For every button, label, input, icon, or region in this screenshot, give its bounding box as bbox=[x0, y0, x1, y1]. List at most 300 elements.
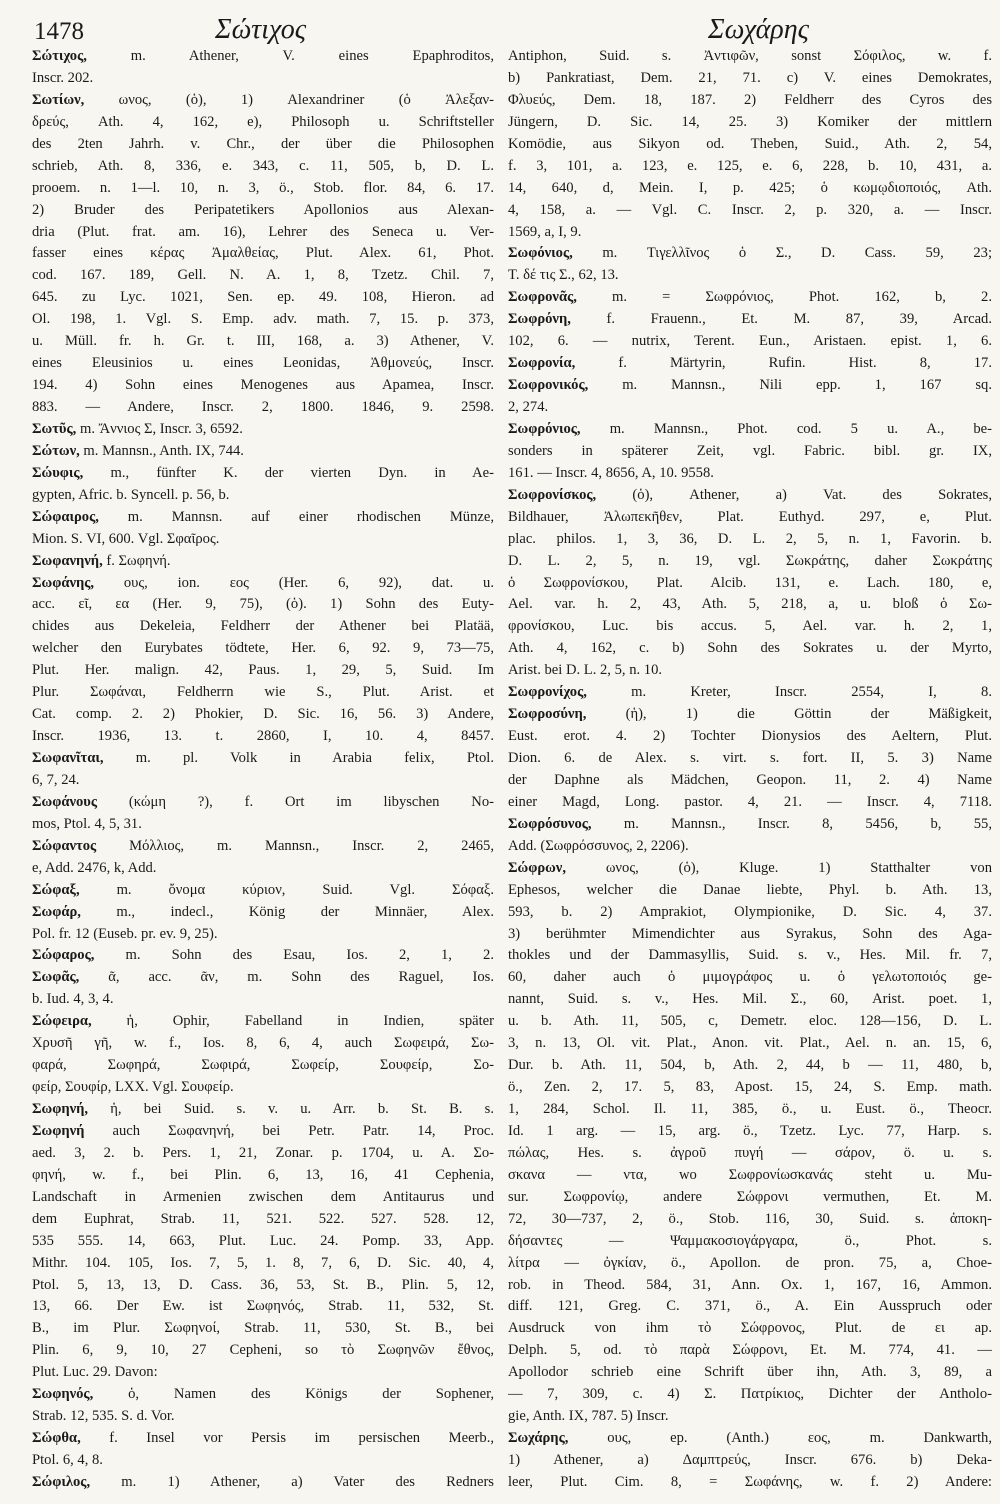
entry-line bbox=[508, 1165, 992, 1187]
entry-line bbox=[32, 726, 494, 748]
entry-text: Apollodor schrieb eine Schrift über ihn, Ath. 3, 89, a bbox=[508, 1364, 992, 1381]
entry-line bbox=[508, 1055, 992, 1077]
entry-text: 72, 30—737, 2, ö., Stob. 116, 30, Suid. s. ἀποκη- bbox=[508, 1210, 992, 1227]
entry-text: ους, ep. (Anth.) εος, m. Dankwarth, bbox=[568, 1430, 992, 1447]
entry-text: f. Σωφηνή. bbox=[102, 552, 171, 569]
entry-line bbox=[508, 397, 992, 419]
entry-text: 6, 7, 24. bbox=[32, 771, 80, 788]
entry-line bbox=[32, 1055, 494, 1077]
entry-text: 1, 284, Schol. Il. 11, 385, ö., u. Eust. ö., Theocr. bbox=[508, 1101, 992, 1117]
entry-line bbox=[32, 989, 494, 1011]
entry-text: Ephesos, welcher die Danae liebte, Phyl. b. Ath. 13, bbox=[508, 881, 992, 898]
entry-text: Jüngern, D. Sic. 14, 25. 3) Komiker der mittlern bbox=[508, 113, 992, 130]
entry-text: ö., Zen. 2, 17. 5, 83, Apost. 15, 24, S. Emp. math. bbox=[508, 1079, 992, 1096]
entry-line bbox=[32, 1165, 494, 1187]
headword: Σωφάνους bbox=[32, 793, 98, 810]
entry-line bbox=[32, 1231, 494, 1253]
headword: Σωφηνή bbox=[32, 1122, 85, 1139]
headword: Σωφρονικός, bbox=[508, 377, 589, 394]
entry-line bbox=[508, 1143, 992, 1165]
entry-line bbox=[32, 682, 494, 704]
entry-text: 645. zu Lyc. 1021, Sen. ep. 49. 108, Hieron. ad bbox=[32, 289, 494, 306]
headword: Σώφιλος, bbox=[32, 1473, 91, 1490]
entry-text: u. b. Ath. 11, 505, c, Demetr. eloc. 128—156, D. L. bbox=[508, 1013, 992, 1030]
entry-text: thokles und der Dammasyllis, Suid. s. v., Hes. Mil. fr. 7, bbox=[508, 947, 992, 964]
headword: Σωφρόσυνος, bbox=[508, 815, 592, 832]
entry-text: diff. 121, Greg. C. 371, ö., A. Ein Ausspruch oder bbox=[508, 1298, 992, 1315]
entry-line bbox=[508, 419, 992, 441]
entry-text: 593, b. 2) Amprakiot, Olympionike, D. Sic. 4, 37. bbox=[508, 903, 992, 920]
entry-text: sur. Σωφρονίῳ, andere Σώφρονι vermuthen, Et. M. bbox=[508, 1188, 992, 1205]
entry-line bbox=[32, 46, 494, 68]
entry-text: schrieb, Ath. 8, 336, e. 343, c. 11, 505, b, D. L. bbox=[32, 157, 494, 174]
entry-text: ἡ, Ophir, Fabelland in Indien, später bbox=[91, 1013, 494, 1030]
entry-line bbox=[508, 551, 992, 573]
entry-text: δήσαντες — Ψαμμακοσιογάργαρα, ö., Phot. s. bbox=[508, 1232, 992, 1249]
entry-line bbox=[32, 1428, 494, 1450]
entry-text: 535 555. 14, 663, Plut. Luc. 24. Pomp. 33, App. bbox=[32, 1232, 494, 1249]
headword: Σωφᾶς, bbox=[32, 969, 80, 986]
entry-text: 14, 640, d, Mein. I, p. 425; ὁ κωμῳδιοποιός, Ath. bbox=[508, 179, 992, 196]
entry-line bbox=[32, 353, 494, 375]
entry-text: Strab. 12, 535. S. d. Vor. bbox=[32, 1408, 175, 1425]
entry-text: Inscr. 202. bbox=[32, 69, 94, 86]
entry-line bbox=[32, 529, 494, 551]
entry-text: ἡ, bei Suid. s. v. u. Arr. b. St. B. s. bbox=[88, 1101, 494, 1117]
entry-text: m., fünfter K. der vierten Dyn. in Ae- bbox=[83, 464, 494, 481]
entry-line bbox=[32, 704, 494, 726]
entry-line bbox=[32, 880, 494, 902]
entry-text: Μόλλιος, m. Mannsn., Inscr. 2, 2465, bbox=[96, 837, 494, 854]
entry-text: m. Mannsn., Inscr. 8, 5456, b, 55, bbox=[591, 815, 992, 832]
entry-text: dem Euphrat, Strab. 11, 521. 522. 527. 528. 12, bbox=[32, 1210, 494, 1227]
entry-line bbox=[32, 594, 494, 616]
entry-text: chides aus Dekeleia, Feldherr der Athener bei Platää, bbox=[32, 618, 494, 635]
entry-text: Landschaft in Armenien zwischen dem Antitaurus und bbox=[32, 1188, 494, 1205]
entry-text: einer Magd, Long. pastor. 4, 21. — Inscr. 4, 7118. bbox=[508, 793, 992, 810]
entry-line bbox=[32, 1253, 494, 1275]
entry-text: Ael. var. h. 2, 43, Ath. 5, 218, a, u. bloß ὁ Σω- bbox=[508, 596, 992, 613]
entry-text: Mion. S. VI, 600. Vgl. Σφαῖρος. bbox=[32, 530, 220, 547]
headword: Σώτιχος, bbox=[32, 48, 87, 64]
entry-line bbox=[508, 1472, 992, 1494]
entry-line bbox=[32, 463, 494, 485]
entry-line bbox=[508, 112, 992, 134]
entry-line bbox=[508, 836, 992, 858]
entry-line bbox=[32, 1033, 494, 1055]
entry-line bbox=[32, 1099, 494, 1121]
entry-line bbox=[508, 573, 992, 595]
entry-line bbox=[508, 945, 992, 967]
entry-line bbox=[508, 594, 992, 616]
entry-line bbox=[32, 1362, 494, 1384]
entry-text: mos, Ptol. 4, 5, 31. bbox=[32, 815, 142, 832]
headword: Σωφανηνή, bbox=[32, 552, 103, 569]
entry-line bbox=[32, 1472, 494, 1494]
entry-text: Φλυεύς, Dem. 18, 187. 2) Feldherr des Cyros des bbox=[508, 91, 992, 108]
entry-line bbox=[508, 485, 992, 507]
entry-line bbox=[32, 660, 494, 682]
entry-text: ωνος, (ὁ), Kluge. 1) Statthalter von bbox=[565, 859, 992, 876]
entry-line bbox=[508, 858, 992, 880]
headword: Σώφειρα, bbox=[32, 1013, 92, 1030]
entry-line bbox=[508, 463, 992, 485]
entry-line bbox=[508, 46, 992, 68]
headword: Σωφρονίσκος, bbox=[508, 486, 597, 503]
entry-text: m. Mannsn., Nili epp. 1, 167 sq. bbox=[588, 377, 992, 394]
entry-text: Plut. Luc. 29. Davon: bbox=[32, 1364, 158, 1381]
entry-line bbox=[32, 178, 494, 200]
entry-text: f. 3, 101, a. 123, e. 125, e. 6, 228, b. 10, 431, a. bbox=[508, 157, 992, 174]
entry-text: Komödie, aus Sikyon od. Theben, Suid., Ath. 2, 54, bbox=[508, 135, 992, 152]
entry-line bbox=[32, 1121, 494, 1143]
entry-text: 13, 66. Der Ew. ist Σωφηνός, Strab. 11, 532, St. bbox=[32, 1298, 494, 1315]
entry-text: Arist. bei D. L. 2, 5, n. 10. bbox=[508, 662, 663, 679]
entry-line bbox=[508, 1231, 992, 1253]
entry-line bbox=[508, 989, 992, 1011]
entry-line bbox=[508, 726, 992, 748]
entry-line bbox=[32, 1318, 494, 1340]
entry-text: der Daphne als Mädchen, Geopon. 11, 2. 4) Name bbox=[508, 771, 992, 788]
headword: Σωφάρ, bbox=[32, 903, 81, 920]
entry-text: φηνή, w. f., bei Plin. 6, 13, 16, 41 Cephenia, bbox=[32, 1166, 494, 1183]
entry-line bbox=[508, 1187, 992, 1209]
entry-line bbox=[508, 287, 992, 309]
entry-text: φαρά, Σωφηρά, Σωφιρά, Σωφείρ, Σουφείρ, Σο- bbox=[32, 1057, 494, 1074]
entry-line bbox=[32, 485, 494, 507]
entry-line bbox=[508, 1209, 992, 1231]
entry-line bbox=[32, 924, 494, 946]
entry-line bbox=[508, 1362, 992, 1384]
entry-line bbox=[508, 68, 992, 90]
headword: Σωφρονία, bbox=[508, 355, 576, 372]
entry-line bbox=[32, 441, 494, 463]
entry-line bbox=[508, 660, 992, 682]
headword: Σωφανῖται, bbox=[32, 750, 104, 766]
entry-text: m. Τιγελλῖνος ὁ Σ., D. Cass. 59, 23; bbox=[572, 245, 992, 262]
page-number: 1478 bbox=[34, 18, 84, 45]
entry-line bbox=[508, 1296, 992, 1318]
entry-line bbox=[508, 156, 992, 178]
entry-line bbox=[32, 112, 494, 134]
entry-line bbox=[32, 134, 494, 156]
entry-line bbox=[32, 1077, 494, 1099]
entry-line bbox=[32, 1209, 494, 1231]
entry-text: u. Müll. fr. h. Gr. t. III, 168, a. 3) Athener, V. bbox=[32, 333, 494, 350]
headword: Σωφηνός, bbox=[32, 1386, 94, 1403]
entry-text: 3, n. 13, Ol. vit. Plat., Anon. vit. Plat., Ael. n. an. 15, 6, bbox=[508, 1035, 992, 1052]
entry-line bbox=[32, 375, 494, 397]
entry-text: Antiphon, Suid. s. Ἀντιφῶν, sonst Σόφιλος, w. f. bbox=[508, 48, 992, 64]
entry-line bbox=[32, 507, 494, 529]
entry-line bbox=[508, 1033, 992, 1055]
entry-text: m. 1) Athener, a) Vater des Redners bbox=[90, 1473, 494, 1490]
headword: Σωτῦς, bbox=[32, 420, 77, 437]
entry-line bbox=[508, 265, 992, 287]
entry-line bbox=[32, 1384, 494, 1406]
entry-text: f. Märtyrin, Rufin. Hist. 8, 17. bbox=[575, 355, 992, 372]
entry-line bbox=[508, 178, 992, 200]
entry-text: m. = Σωφρόνιος, Phot. 162, b, 2. bbox=[576, 289, 992, 306]
entry-line bbox=[32, 1275, 494, 1297]
entry-text: Id. 1 arg. — 15, arg. ö., Tzetz. Lyc. 77, Harp. s. bbox=[508, 1122, 992, 1139]
entry-text: gie, Anth. IX, 787. 5) Inscr. bbox=[508, 1408, 669, 1425]
headword: Σωφόνιος, bbox=[508, 245, 573, 262]
entry-text: Bildhauer, Ἀλωπεκῆθεν, Plat. Euthyd. 297, e, Plut. bbox=[508, 508, 992, 525]
entry-text: 161. — Inscr. 4, 8656, A, 10. 9558. bbox=[508, 464, 714, 481]
right-guide-word: Σωχάρης bbox=[708, 14, 809, 45]
entry-line bbox=[508, 90, 992, 112]
entry-line bbox=[508, 441, 992, 463]
entry-text: sonders in späterer Zeit, vgl. Fabric. bibl. gr. IX, bbox=[508, 442, 992, 459]
entry-text: Ol. 198, 1. Vgl. S. Emp. adv. math. 7, 15. p. 373, bbox=[32, 311, 494, 328]
entry-line bbox=[32, 945, 494, 967]
entry-text: B., im Plur. Σωφηνοί, Strab. 11, 530, St. B., bei bbox=[32, 1320, 494, 1337]
entry-line bbox=[32, 1187, 494, 1209]
entry-text: Χρυσῆ γῆ, w. f., Ios. 8, 6, 4, auch Σωφειρά, Σω- bbox=[32, 1035, 494, 1052]
entry-text: f. Frauenn., Et. M. 87, 39, Arcad. bbox=[570, 311, 992, 328]
headword: Σωχάρης, bbox=[508, 1430, 569, 1447]
entry-text: Eust. erot. 4. 2) Tochter Dionysios des Aeltern, Plut. bbox=[508, 728, 992, 745]
entry-text: ους, ion. εος (Her. 6, 92), dat. u. bbox=[94, 574, 494, 591]
entry-line bbox=[508, 792, 992, 814]
entry-text: ᾶ, acc. ᾶν, m. Sohn des Raguel, Ios. bbox=[79, 969, 494, 986]
entry-line bbox=[508, 507, 992, 529]
entry-text: b) Pankratiast, Dem. 21, 71. c) V. eines Demokrates, bbox=[508, 69, 992, 86]
left-column bbox=[32, 46, 494, 1494]
entry-text: m. Mannsn., Anth. IX, 744. bbox=[79, 442, 244, 459]
entry-text: 1569, a, I, 9. bbox=[508, 223, 582, 240]
left-guide-word: Σώτιχος bbox=[215, 14, 307, 45]
headword: Σώφρων, bbox=[508, 859, 566, 876]
entry-text: Ptol. 5, 13, 13, D. Cass. 36, 53, St. B., Plin. 5, 12, bbox=[32, 1276, 494, 1293]
entry-text: Plut. Her. malign. 42, Paus. 1, 29, 5, Suid. Im bbox=[32, 662, 494, 679]
entry-line bbox=[508, 309, 992, 331]
entry-line bbox=[508, 1318, 992, 1340]
entry-line bbox=[508, 134, 992, 156]
entry-line bbox=[32, 397, 494, 419]
entry-text: 883. — Andere, Inscr. 2, 1800. 1846, 9. 2598. bbox=[32, 399, 494, 415]
entry-text: welcher den Eurybates tödtete, Her. 6, 92. 9, 73—75, bbox=[32, 640, 494, 657]
entry-line bbox=[508, 1406, 992, 1428]
entry-text: b. Iud. 4, 3, 4. bbox=[32, 991, 114, 1008]
entry-line bbox=[508, 200, 992, 222]
entry-line bbox=[508, 638, 992, 660]
headword: Σώφαξ, bbox=[32, 881, 80, 898]
entry-text: Add. (Σωφρόσσυνος, 2, 2206). bbox=[508, 837, 689, 854]
headword: Σώυφις, bbox=[32, 464, 84, 481]
entry-text: 60, daher auch ὁ μιμογράφος u. ὁ γελωτοποιός ge- bbox=[508, 969, 992, 986]
entry-line bbox=[508, 1428, 992, 1450]
entry-line bbox=[508, 1011, 992, 1033]
entry-line bbox=[32, 68, 494, 90]
entry-text: fasser eines κέρας Ἀμαλθείας, Plut. Alex. 61, Phot. bbox=[32, 245, 494, 262]
entry-text: (ἡ), 1) die Göttin der Mäßigkeit, bbox=[586, 706, 992, 723]
entry-line bbox=[508, 902, 992, 924]
headword: Σωφρονᾶς, bbox=[508, 289, 577, 306]
entry-line bbox=[508, 1340, 992, 1362]
entry-line bbox=[32, 222, 494, 244]
entry-line bbox=[32, 814, 494, 836]
entry-text: 102, 6. — nutrix, Terent. Eun., Aristaen. epist. 1, 6. bbox=[508, 333, 992, 350]
headword: Σώφαντος bbox=[32, 837, 97, 854]
entry-line bbox=[32, 967, 494, 989]
entry-text: 1) Athener, a) Δαμπτρεύς, Inscr. 676. b) Deka- bbox=[508, 1452, 992, 1468]
entry-line bbox=[32, 1340, 494, 1362]
headword: Σωφρόνιος, bbox=[508, 420, 581, 437]
entry-line bbox=[508, 1450, 992, 1472]
entry-text: 2) Bruder des Peripatetikers Apollonios aus Alexan- bbox=[32, 201, 494, 218]
entry-line bbox=[32, 331, 494, 353]
headword: Σωφηνή, bbox=[32, 1101, 89, 1117]
entry-text: δρεύς, Ath. 4, 162, e), Philosoph u. Schriftsteller bbox=[32, 113, 494, 130]
entry-text: cod. 167. 189, Gell. N. A. 1, 8, Tzetz. Chil. 7, bbox=[32, 267, 494, 284]
entry-line bbox=[32, 858, 494, 880]
entry-text: m. ὄνομα κύριον, Suid. Vgl. Σόφαξ. bbox=[79, 881, 494, 898]
headword: Σωτίων, bbox=[32, 91, 85, 108]
headword: Σωφρόνη, bbox=[508, 311, 571, 328]
entry-text: ὁ Σωφρονίσκου, Plat. Alcib. 131, e. Lach. 180, e, bbox=[508, 574, 992, 591]
entry-text: Ausdruck von ihm τὸ Σώφρονος, Plut. de ει ap. bbox=[508, 1320, 992, 1337]
headword: Σώφαρος, bbox=[32, 947, 95, 964]
entry-text: σκανα — ντα, wo Σωφρονίωσκανάς steht u. Mu- bbox=[508, 1166, 992, 1183]
entry-text: m. Ἄννιος Σ, Inscr. 3, 6592. bbox=[76, 420, 243, 437]
entry-text: eines Eleusinios u. eines Leonidas, Ἀθμονεύς, Inscr. bbox=[32, 355, 494, 372]
entry-text: Dur. b. Ath. 11, 504, b, Ath. 2, 44, b — 11, 480, b, bbox=[508, 1057, 992, 1074]
entry-text: Pol. fr. 12 (Euseb. pr. ev. 9, 25). bbox=[32, 925, 218, 942]
entry-line bbox=[32, 902, 494, 924]
entry-line bbox=[32, 638, 494, 660]
entry-text: 4, 158, a. — Vgl. C. Inscr. 2, p. 320, a. — Inscr. bbox=[508, 201, 992, 218]
entry-line bbox=[508, 748, 992, 770]
entry-line bbox=[32, 616, 494, 638]
entry-text: λίτρα — ὀγκίαν, ö., Apollon. de pron. 75, a, Choe- bbox=[508, 1254, 992, 1271]
entry-text: Ptol. 6, 4, 8. bbox=[32, 1452, 103, 1468]
entry-text: 194. 4) Sohn eines Menogenes aus Apamea, Inscr. bbox=[32, 377, 494, 394]
entry-line bbox=[32, 1450, 494, 1472]
entry-line bbox=[32, 309, 494, 331]
headword: Σώτων, bbox=[32, 442, 80, 459]
entry-text: φείρ, Σουφίρ, LXX. Vgl. Σουφείρ. bbox=[32, 1079, 234, 1096]
entry-line bbox=[32, 1143, 494, 1165]
entry-line bbox=[508, 682, 992, 704]
entry-line bbox=[508, 770, 992, 792]
entry-line bbox=[32, 551, 494, 573]
entry-line bbox=[508, 331, 992, 353]
entry-line bbox=[32, 1406, 494, 1428]
entry-text: Plin. 6, 9, 10, 27 Cepheni, so τὸ Σωφηνῶν ἔθνος, bbox=[32, 1342, 494, 1359]
entry-text: Ath. 4, 162, c. b) Sohn des Sokrates u. der Myrto, bbox=[508, 640, 992, 657]
entry-line bbox=[32, 792, 494, 814]
entry-text: Plur. Σωφάναι, Feldherrn wie S., Plut. Arist. et bbox=[32, 684, 494, 701]
entry-text: Inscr. 1936, 13. t. 2860, I, 10. 4, 8457. bbox=[32, 728, 494, 745]
entry-line bbox=[508, 243, 992, 265]
entry-text: Delph. 5, od. τὸ παρὰ Σώφρονι, Et. M. 774, 41. — bbox=[508, 1342, 992, 1359]
entry-text: (ὁ), Athener, a) Vat. des Sokrates, bbox=[596, 486, 992, 503]
page-header bbox=[0, 14, 1000, 50]
entry-text: des 2ten Jahrh. v. Chr., der über die Philosophen bbox=[32, 135, 494, 152]
entry-text: e, Add. 2476, k, Add. bbox=[32, 859, 157, 876]
headword: Σωφάνης, bbox=[32, 574, 95, 591]
entry-line bbox=[32, 1011, 494, 1033]
entry-text: nannt, Suid. s. v., Hes. Mil. Σ., 60, Arist. poet. 1, bbox=[508, 991, 992, 1008]
entry-line bbox=[508, 222, 992, 244]
entry-text: πώλας, Hes. s. ἀγροῦ πυγή — σάρον, ö. u. s. bbox=[508, 1144, 992, 1161]
entry-line bbox=[508, 616, 992, 638]
entry-text: m. Mannsn. auf einer rhodischen Münze, bbox=[98, 508, 494, 525]
entry-line bbox=[508, 375, 992, 397]
entry-line bbox=[508, 1253, 992, 1275]
entry-text: Dion. 6. de Alex. s. virt. s. fort. II, 5. 3) Name bbox=[508, 750, 992, 766]
entry-text: — 7, 309, c. 4) Σ. Πατρίκιος, Dichter der Antholo- bbox=[508, 1386, 992, 1403]
entry-line bbox=[32, 287, 494, 309]
entry-text: (κώμη ?), f. Ort im libyschen No- bbox=[97, 793, 494, 810]
entry-line bbox=[32, 90, 494, 112]
entry-text: acc. εῖ, εα (Her. 9, 75), (ὁ). 1) Sohn des Euty- bbox=[32, 596, 494, 613]
entry-line bbox=[508, 814, 992, 836]
entry-text: prooem. n. 1—l. 10, n. 3, ö., Stob. flor. 84, 6. 17. bbox=[32, 179, 494, 196]
entry-text: ωνος, (ὁ), 1) Alexandriner (ὁ Ἀλεξαν- bbox=[84, 91, 494, 108]
entry-text: dria (Plut. frat. am. 16), Lehrer des Seneca u. Ver- bbox=[32, 223, 494, 240]
entry-text: gypten, Afric. b. Syncell. p. 56, b. bbox=[32, 486, 230, 503]
entry-line bbox=[508, 529, 992, 551]
entry-text: T. δέ τις Σ., 62, 13. bbox=[508, 267, 619, 284]
entry-line bbox=[508, 924, 992, 946]
entry-line bbox=[32, 243, 494, 265]
entry-text: m., indecl., König der Minnäer, Alex. bbox=[80, 903, 494, 920]
entry-line bbox=[32, 419, 494, 441]
entry-line bbox=[32, 1296, 494, 1318]
entry-line bbox=[32, 573, 494, 595]
entry-line bbox=[32, 770, 494, 792]
entry-text: aed. 3, 2. b. Pers. 1, 21, Zonar. p. 1704, u. A. Σο- bbox=[32, 1144, 494, 1161]
entry-text: 3) berühmter Mimendichter aus Syrakus, Sohn des Aga- bbox=[508, 925, 992, 942]
entry-text: ὁ, Namen des Königs der Sophener, bbox=[93, 1386, 494, 1403]
entry-line bbox=[32, 748, 494, 770]
headword: Σώφθα, bbox=[32, 1430, 81, 1447]
entry-line bbox=[508, 1099, 992, 1121]
entry-line bbox=[508, 704, 992, 726]
entry-line bbox=[508, 1384, 992, 1406]
entry-text: 2, 274. bbox=[508, 399, 549, 415]
entry-text: m. Sohn des Esau, Ios. 2, 1, 2. bbox=[94, 947, 494, 964]
entry-text: m. Kreter, Inscr. 2554, I, 8. bbox=[586, 684, 992, 701]
entry-line bbox=[508, 967, 992, 989]
entry-line bbox=[32, 265, 494, 287]
headword: Σωφροσύνη, bbox=[508, 706, 587, 723]
entry-line bbox=[508, 1121, 992, 1143]
entry-line bbox=[508, 880, 992, 902]
headword: Σωφρονίχος, bbox=[508, 684, 587, 701]
right-column bbox=[508, 46, 992, 1494]
entry-line bbox=[32, 156, 494, 178]
entry-text: Mithr. 104. 105, Ios. 7, 5, 1. 8, 7, 6, D. Sic. 40, 4, bbox=[32, 1254, 494, 1271]
entry-line bbox=[508, 1275, 992, 1297]
entry-text: Cat. comp. 2. 2) Phokier, D. Sic. 16, 56. 3) Andere, bbox=[32, 706, 494, 723]
headword: Σώφαιρος, bbox=[32, 508, 99, 525]
entry-text: φρονίσκου, Luc. bis accus. 5, Ael. var. h. 2, 1, bbox=[508, 618, 992, 635]
entry-text: f. Insel vor Persis im persischen Meerb., bbox=[80, 1430, 494, 1447]
entry-text: plac. philos. 1, 3, 36, D. L. 2, 5, n. 1, Favorin. b. bbox=[508, 530, 992, 547]
entry-text: m. pl. Volk in Arabia felix, Ptol. bbox=[103, 750, 494, 766]
entry-line bbox=[32, 836, 494, 858]
entry-line bbox=[32, 200, 494, 222]
entry-text: auch Σωφανηνή, bei Petr. Patr. 14, Proc. bbox=[84, 1122, 494, 1139]
entry-line bbox=[508, 1077, 992, 1099]
entry-text: rob. in Theod. 584, 31, Ann. Ox. 1, 167, 16, Ammon. bbox=[508, 1276, 992, 1293]
entry-text: m. Mannsn., Phot. cod. 5 u. A., be- bbox=[580, 420, 992, 437]
entry-text: D. L. 2, 5, n. 19, vgl. Σωκράτης, daher Σωκράτης bbox=[508, 552, 992, 569]
